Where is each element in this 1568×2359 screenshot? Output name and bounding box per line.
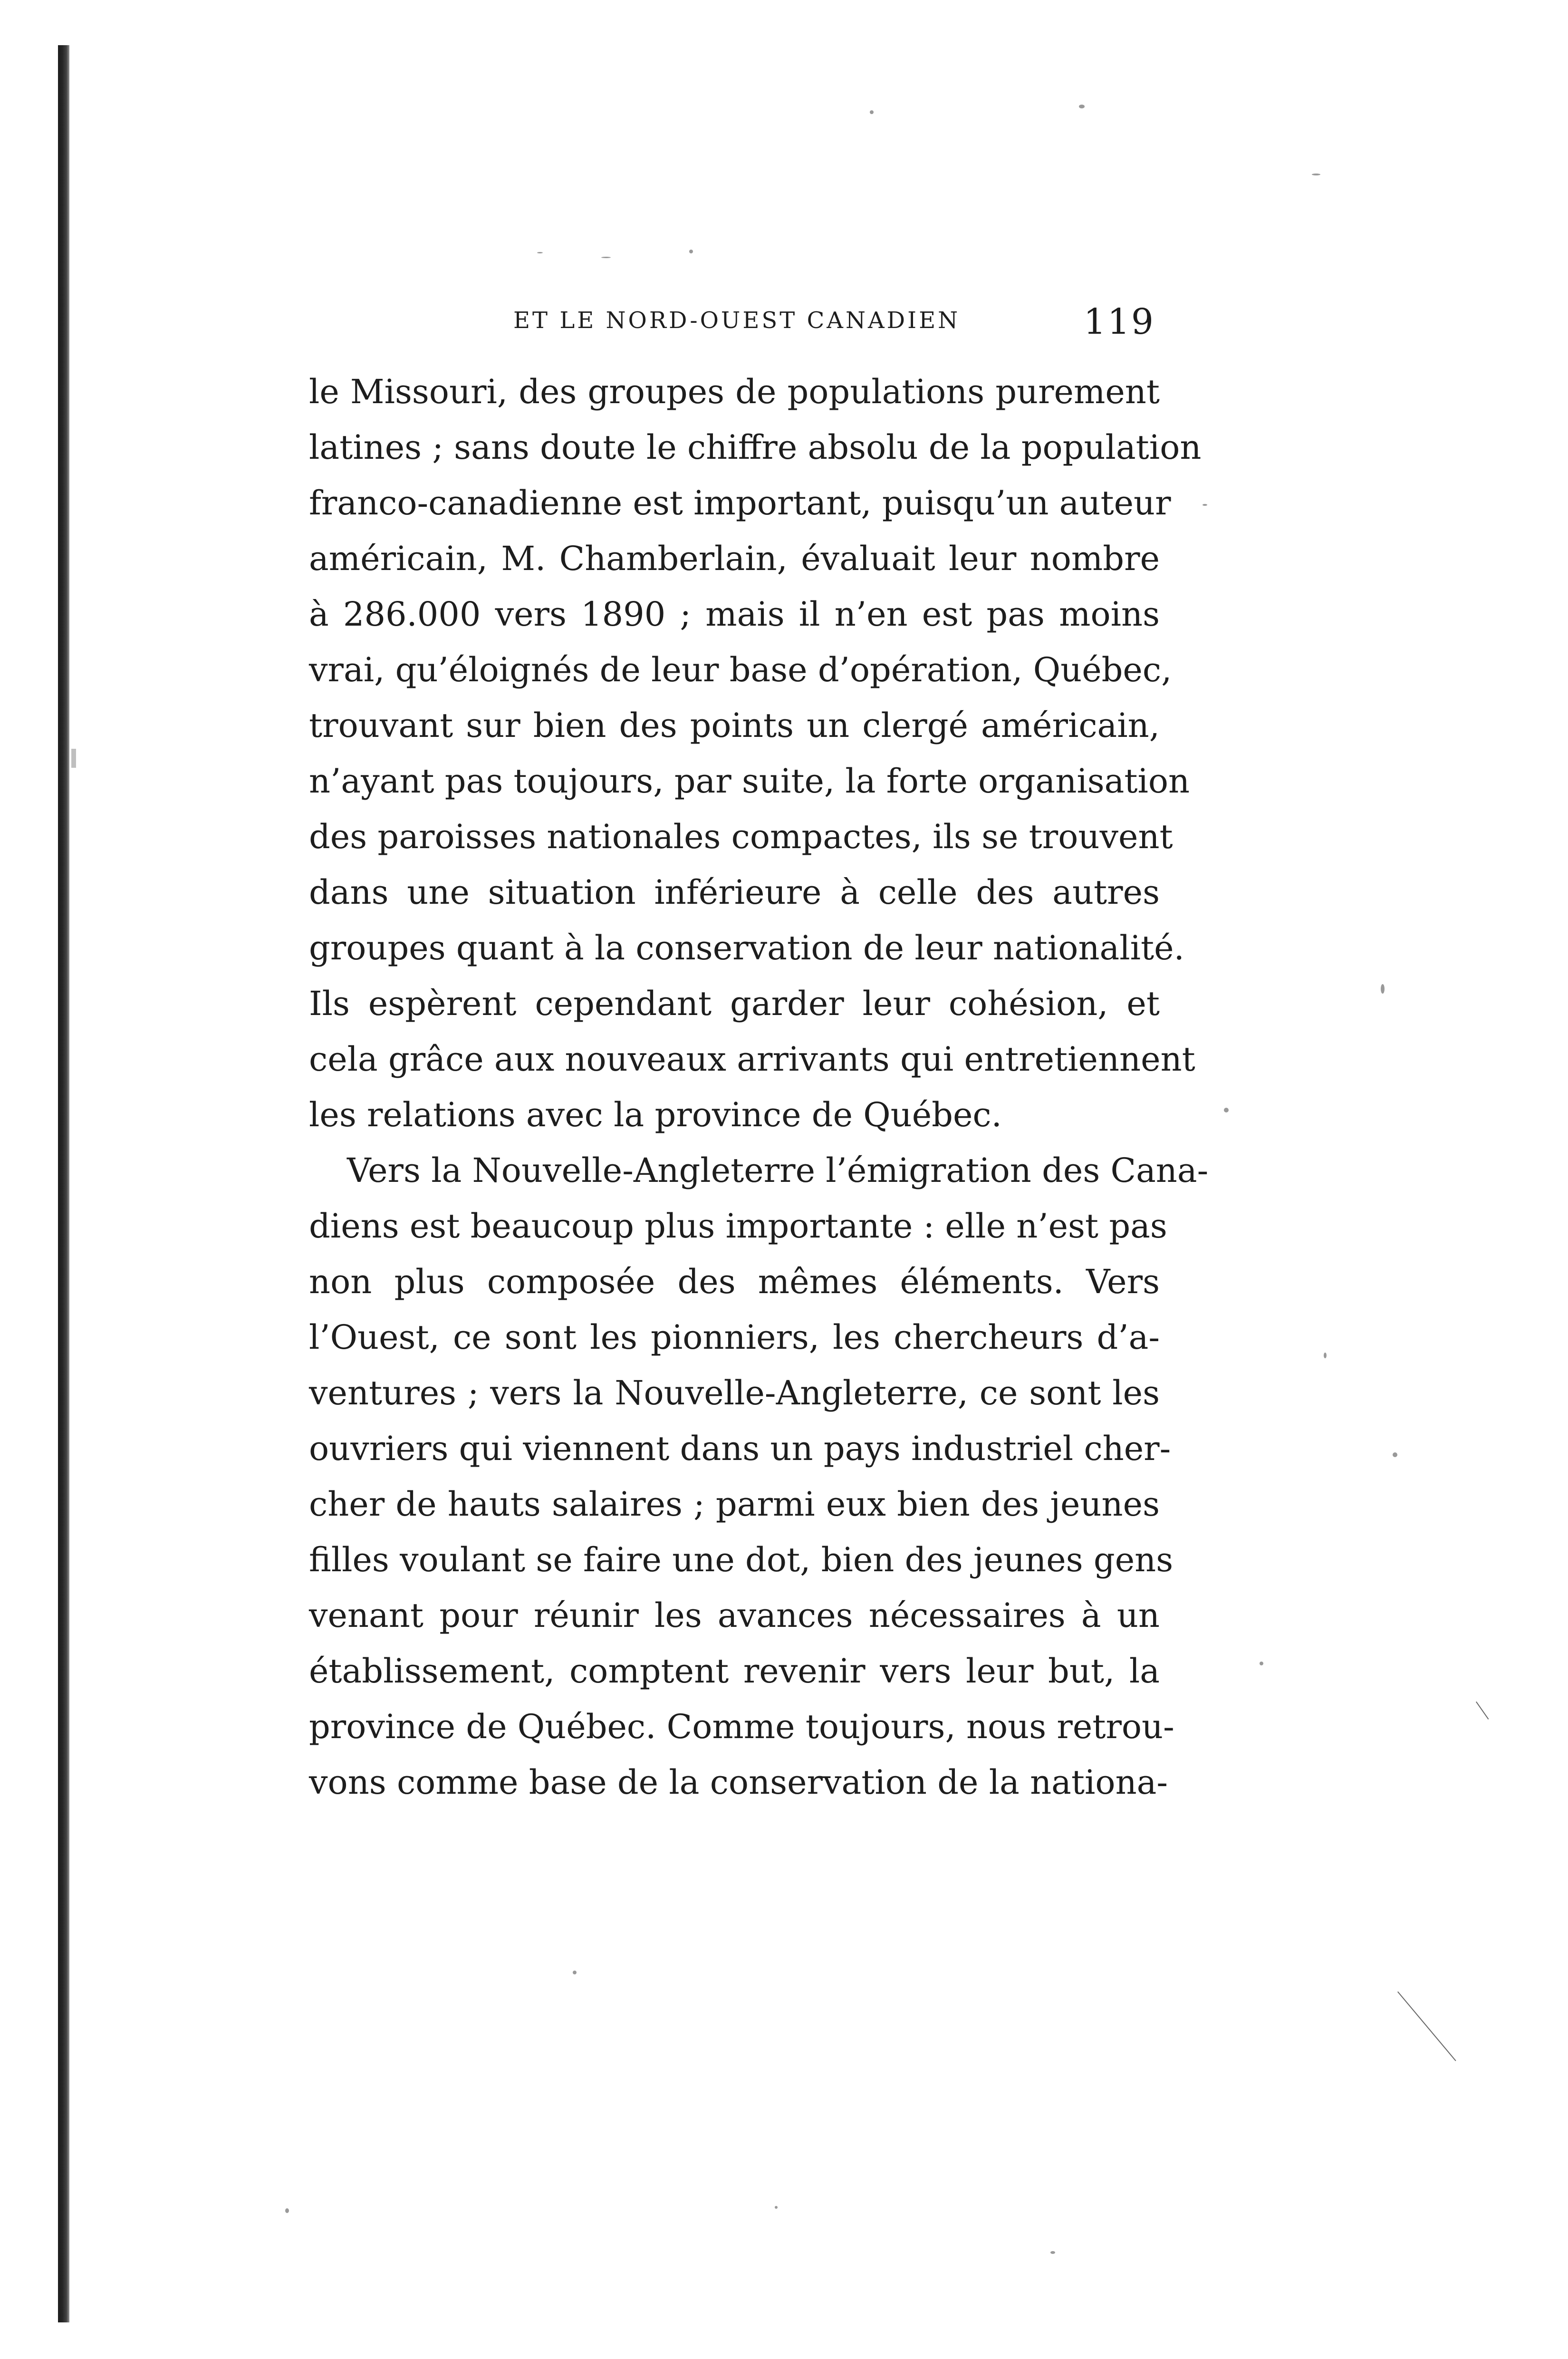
page-number: 119 [1083, 301, 1155, 342]
text-line: l’Ouest, ce sont les pionniers, les chercheurs d’a- [309, 1318, 1160, 1357]
paper-speck [1381, 984, 1385, 994]
paper-speck [1224, 1108, 1229, 1112]
running-title: ET LE NORD-OUEST CANADIEN [513, 307, 961, 334]
paper-speck [1260, 1662, 1263, 1665]
text-line: des paroisses nationales compactes, ils se trouvent [309, 817, 1173, 856]
text-line: filles voulant se faire une dot, bien des jeunes gens [309, 1540, 1174, 1579]
text-line: province de Québec. Comme toujours, nous retrou- [309, 1707, 1174, 1746]
text-line: venant pour réunir les avances nécessaires à un [309, 1596, 1160, 1635]
text-line: latines ; sans doute le chiffre absolu de la population [309, 428, 1202, 467]
binding-edge [58, 45, 69, 2322]
text-block [309, 364, 1209, 1810]
paper-speck [1079, 105, 1085, 108]
text-line: diens est beaucoup plus importante : elle n’est pas [309, 1207, 1167, 1246]
margin-scratch [1476, 1702, 1489, 1720]
paper-speck [870, 110, 874, 114]
running-head [304, 303, 1169, 346]
text-line: américain, M. Chamberlain, évaluait leur nombre [309, 539, 1160, 578]
text-line: les relations avec la province de Québec. [309, 1095, 1002, 1134]
paper-speck [775, 2206, 778, 2209]
text-line: non plus composée des mêmes éléments. Vers [309, 1262, 1160, 1301]
text-line: vrai, qu’éloignés de leur base d’opération, Québec, [309, 650, 1172, 689]
text-line: établissement, comptent revenir vers leur but, la [309, 1652, 1160, 1691]
text-line: Ils espèrent cependant garder leur cohésion, et [309, 984, 1160, 1023]
paper-speck [573, 1971, 577, 1974]
text-line: trouvant sur bien des points un clergé américain, [309, 706, 1160, 745]
text-line: à 286.000 vers 1890 ; mais il n’en est pas moins [309, 595, 1160, 634]
text-line: franco-canadienne est important, puisqu’un auteur [309, 483, 1171, 522]
text-line: le Missouri, des groupes de populations purement [309, 372, 1160, 411]
margin-scratch [1397, 1992, 1456, 2061]
paper-speck [285, 2208, 289, 2213]
text-line: n’ayant pas toujours, par suite, la forte organisation [309, 762, 1190, 801]
paper-speck [1312, 174, 1320, 175]
paper-speck [1202, 504, 1207, 506]
paper-speck [689, 250, 693, 253]
paper-speck [1393, 1452, 1397, 1457]
text-line: ouvriers qui viennent dans un pays industriel cher- [309, 1429, 1171, 1468]
text-line: ventures ; vers la Nouvelle-Angleterre, ce sont les [309, 1373, 1160, 1412]
text-line: dans une situation inférieure à celle des autres [309, 873, 1160, 912]
text-line: groupes quant à la conservation de leur nationalité. [309, 928, 1184, 967]
text-line: vons comme base de la conservation de la nationa- [309, 1763, 1168, 1802]
text-line: cela grâce aux nouveaux arrivants qui entretiennent [309, 1040, 1195, 1079]
paper-speck [537, 252, 543, 253]
text-line: cher de hauts salaires ; parmi eux bien des jeunes [309, 1485, 1160, 1524]
paper-speck [1050, 2251, 1055, 2254]
text-line: Vers la Nouvelle-Angleterre l’émigration des Cana- [347, 1151, 1209, 1190]
paper-speck [601, 257, 611, 258]
paper-speck [1324, 1353, 1327, 1358]
